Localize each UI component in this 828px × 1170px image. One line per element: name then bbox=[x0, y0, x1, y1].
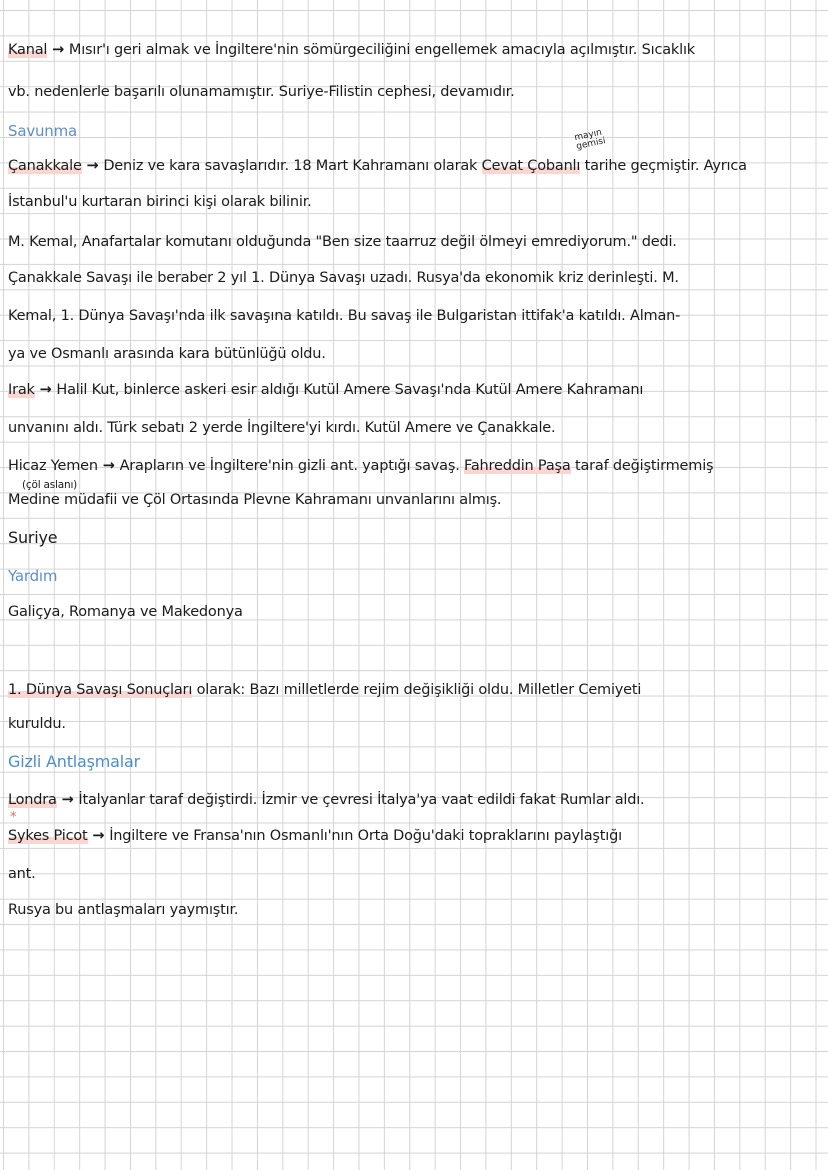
term-londra: Londra bbox=[8, 792, 57, 808]
term-kanal: Kanal bbox=[8, 42, 48, 58]
line-irak bbox=[8, 380, 822, 400]
line-mkemal-first: Kemal, 1. Dünya Savaşı'nda ilk savaşına katıldı. Bu savaş ile Bulgaristan ittifak'a katıldı. Alman- bbox=[8, 308, 681, 324]
line-galicya: Galiçya, Romanya ve Makedonya bbox=[8, 604, 243, 620]
line-kara-butunlugu: ya ve Osmanlı arasında kara bütünlüğü oldu. bbox=[8, 346, 326, 362]
line-istanbul: İstanbul'u kurtaran birinci kişi olarak bilinir. bbox=[8, 194, 312, 210]
term-irak: Irak bbox=[8, 382, 35, 398]
line-ant: ant. bbox=[8, 866, 36, 882]
line-kanal-cont: vb. nedenlerle başarılı olunamamıştır. Suriye-Filistin cephesi, devamıdır. bbox=[8, 84, 515, 100]
heading-yardim: Yardım bbox=[8, 567, 58, 585]
term-hicaz-yemen: Hicaz Yemen bbox=[8, 458, 98, 474]
text-canakkale-b: tarihe geçmiştir. Ayrıca bbox=[580, 158, 747, 174]
text-sykes-picot: İngiltere ve Fransa'nın Osmanlı'nın Orta Doğu'daki topraklarını paylaştığı bbox=[109, 828, 622, 844]
text-sonuclar: olarak: Bazı milletlerde rejim değişikliği oldu. Milletler Cemiyeti bbox=[192, 682, 642, 698]
arrow-icon: → bbox=[87, 828, 110, 844]
line-hicaz-yemen bbox=[8, 456, 822, 476]
text-kanal: Mısır'ı geri almak ve İngiltere'nin sömürgeciliğini engellemek amacıyla açılmıştır. Sıcaklık bbox=[68, 42, 695, 58]
line-kanal bbox=[8, 40, 822, 60]
text-hicaz-b: taraf değiştirmemiş bbox=[570, 458, 714, 474]
highlight-cevat-cobanli: Cevat Çobanlı bbox=[481, 158, 581, 174]
text-londra: İtalyanlar taraf değiştirdi. İzmir ve çevresi İtalya'ya vaat edildi fakat Rumlar aldı. bbox=[78, 792, 645, 808]
line-sonuclar bbox=[8, 680, 822, 700]
arrow-icon: → bbox=[81, 158, 104, 174]
line-medine: Medine müdafii ve Çöl Ortasında Plevne Kahramanı unvanlarını almış. bbox=[8, 492, 502, 508]
line-mkemal-quote: M. Kemal, Anafartalar komutanı olduğunda "Ben size taarruz değil ölmeyi emrediyorum." dedi. bbox=[8, 234, 677, 250]
line-canakkale bbox=[8, 156, 822, 176]
text-irak: Halil Kut, binlerce askeri esir aldığı Kutül Amere Savaşı'nda Kutül Amere Kahramanı bbox=[56, 382, 644, 398]
annotation-mayin-gemisi: mayın gemisi bbox=[573, 127, 607, 153]
arrow-icon: → bbox=[34, 382, 57, 398]
text-hicaz-a: Arapların ve İngiltere'nin gizli ant. yaptığı savaş. bbox=[119, 458, 465, 474]
arrow-icon: → bbox=[47, 42, 69, 58]
line-canakkale-result: Çanakkale Savaşı ile beraber 2 yıl 1. Dünya Savaşı uzadı. Rusya'da ekonomik kriz derinleşti. M. bbox=[8, 270, 679, 286]
text-canakkale-a: Deniz ve kara savaşlarıdır. 18 Mart Kahramanı olarak bbox=[103, 158, 482, 174]
term-canakkale: Çanakkale bbox=[8, 158, 82, 174]
line-sykes-picot bbox=[8, 826, 822, 846]
heading-savunma: Savunma bbox=[8, 122, 78, 140]
line-kuruldu: kuruldu. bbox=[8, 716, 66, 732]
highlight-sonuclar: 1. Dünya Savaşı Sonuçları bbox=[8, 682, 193, 698]
note-col-aslani: (çöl aslanı) bbox=[22, 479, 78, 491]
line-rusya: Rusya bu antlaşmaları yaymıştır. bbox=[8, 902, 239, 918]
line-londra bbox=[8, 790, 822, 810]
heading-suriye: Suriye bbox=[8, 528, 58, 547]
highlight-fahreddin-pasa: Fahreddin Paşa bbox=[464, 458, 571, 474]
heading-gizli-antlasmalar: Gizli Antlaşmalar bbox=[8, 752, 140, 771]
star-icon: * bbox=[10, 810, 17, 825]
term-sykes-picot: Sykes Picot bbox=[8, 828, 88, 844]
arrow-icon: → bbox=[97, 458, 120, 474]
line-turk-sebati: unvanını aldı. Türk sebatı 2 yerde İngiltere'yi kırdı. Kutül Amere ve Çanakkale. bbox=[8, 420, 556, 436]
arrow-icon: → bbox=[56, 792, 79, 808]
